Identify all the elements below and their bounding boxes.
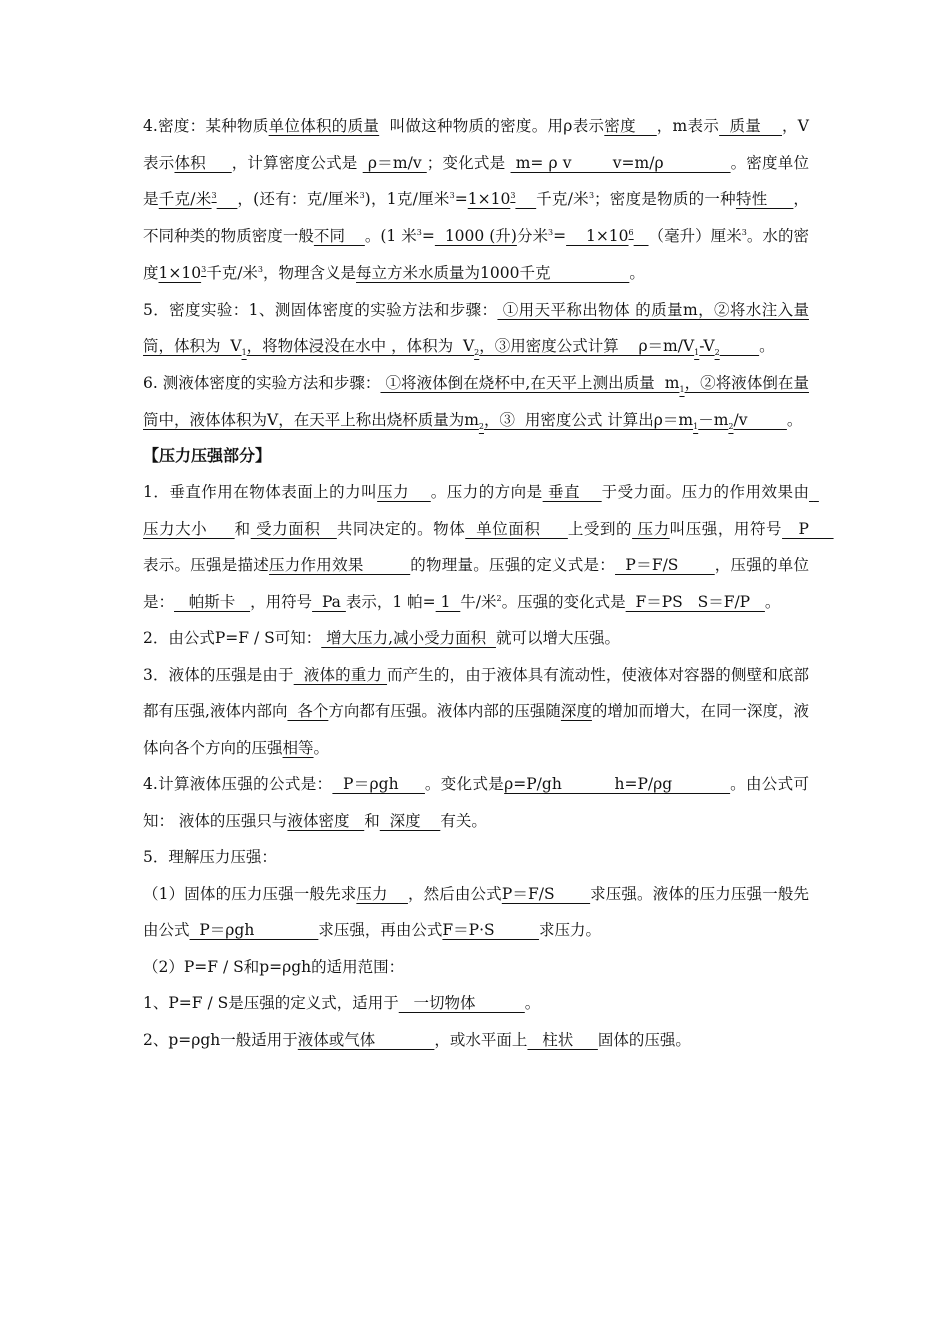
- text-run: 于受力面。压力的作用效果由: [601, 483, 809, 502]
- text-run: 1、P=F / S是压强的定义式，适用于: [143, 994, 399, 1013]
- text-run: 表示，1 帕=: [345, 592, 436, 611]
- answer-blank: 单位体积的质量: [268, 117, 380, 135]
- answer-blank: ，③ 用密度公式 计算出ρ＝m: [484, 410, 694, 429]
- definition-scope-line: [143, 985, 809, 1022]
- superscript: 2: [496, 593, 502, 603]
- answer-blank: 千克/米: [158, 190, 212, 209]
- text-run: 分米: [516, 227, 549, 246]
- superscript: 3: [416, 227, 422, 237]
- text-run: =: [553, 227, 567, 246]
- text-run: 方向都有压强。液体内部的压强随: [328, 702, 561, 721]
- text-run: 。由公式可知： 液体的压强只与: [143, 775, 809, 830]
- answer-blank: 深度: [379, 811, 441, 830]
- answer-blank: ①用天平称出物体 的质量m，②将水注入量筒，体积为 V: [143, 300, 809, 356]
- formula-scope-title: （2）P=F / S和p=ρgh的适用范围：: [143, 957, 405, 976]
- text-run: 5．密度实验：1、测固体密度的实验方法和步骤：: [143, 300, 498, 319]
- text-run: =: [454, 190, 468, 209]
- density-definition-paragraph: [143, 108, 814, 292]
- answer-blank: 单位面积: [465, 519, 568, 538]
- text-run: （1）固体的压力压强一般先求: [143, 884, 357, 903]
- increase-pressure-paragraph: [143, 620, 809, 657]
- answer-blank: 2: [714, 348, 720, 358]
- text-run: 表示。压强是描述: [143, 556, 270, 575]
- text-run: 4.密度：某种物质: [143, 117, 269, 135]
- understanding-title: 5．理解压力压强：: [143, 848, 277, 867]
- superscript: 3: [741, 227, 747, 237]
- text-run: 上受到的: [567, 519, 633, 538]
- text-run: 。: [764, 592, 781, 611]
- text-run: 千克/米: [206, 263, 258, 282]
- text-run: ，m表示: [656, 117, 720, 135]
- text-run: ，物理含义是: [263, 263, 357, 282]
- answer-blank: 压力: [377, 483, 431, 502]
- answer-blank: 各个: [287, 702, 329, 721]
- answer-blank: P＝ρgh: [332, 775, 425, 794]
- text-run: （毫升）厘米: [648, 227, 742, 246]
- text-run: 固体的压强。: [597, 1030, 691, 1049]
- text-run: 就可以增大压强。: [495, 629, 620, 648]
- text-run: 求压强，再由公式: [318, 921, 443, 940]
- answer-blank: [515, 190, 536, 208]
- text-run: ；密度是物质的一种: [594, 190, 736, 209]
- answer-blank: 1: [694, 348, 700, 358]
- answer-blank: 柱状: [527, 1030, 598, 1049]
- answer-blank: 特性: [735, 190, 794, 209]
- text-run: 6. 测液体密度的实验方法和步骤：: [143, 373, 381, 392]
- answer-blank: 1: [679, 385, 685, 395]
- answer-blank: 一切物体: [398, 994, 525, 1013]
- text-run: 。变化式是: [424, 775, 505, 794]
- answer-blank: Pa: [312, 592, 346, 611]
- text-run: =: [421, 227, 435, 246]
- text-run: 共同决定的。物体: [336, 519, 466, 538]
- text-run: 1．垂直作用在物体表面上的力叫: [143, 483, 378, 502]
- answer-blank: ，③用密度公式计算 ρ＝m/V: [479, 337, 695, 356]
- text-run: 和: [234, 519, 251, 538]
- answer-blank: 1: [693, 421, 699, 431]
- answer-blank: ρ=P/gh h=P/ρg: [504, 775, 731, 794]
- answer-blank: /v: [733, 410, 787, 429]
- text-run: 。: [524, 994, 541, 1013]
- answer-blank: 3: [510, 191, 516, 201]
- answer-blank: 体积: [174, 153, 232, 172]
- text-run: 的物理量。压强的定义式是：: [410, 556, 616, 575]
- text-run: 。: [313, 738, 330, 757]
- answer-blank: 1×10: [566, 227, 629, 246]
- answer-blank: F＝PS S＝F/P: [625, 592, 765, 611]
- liquid-formula-scope-line: [143, 1022, 809, 1059]
- answer-blank: ①将液体倒在烧杯中,在天平上测出质量 m: [380, 373, 680, 392]
- superscript: 3: [588, 191, 595, 201]
- liquid-pressure-cause-paragraph: [143, 657, 809, 767]
- answer-blank: m= ρ v v=m/ρ: [510, 153, 731, 172]
- answer-blank: 6: [628, 227, 634, 237]
- answer-blank: 每立方米水质量为1000千克: [356, 263, 630, 282]
- text-run: ；变化式是: [426, 153, 511, 172]
- text-run: 。: [629, 263, 645, 282]
- text-run: ，用符号: [250, 592, 313, 611]
- text-run: ，然后由公式: [407, 884, 502, 903]
- answer-blank: 3: [211, 191, 217, 201]
- answer-blank: 3: [201, 264, 207, 274]
- answer-blank: P＝F/S: [501, 884, 591, 903]
- answer-blank: 1: [435, 592, 461, 611]
- answer-blank: 液体的重力: [293, 665, 388, 684]
- liquid-pressure-formula-paragraph: [143, 766, 809, 839]
- answer-blank: 2: [728, 421, 734, 431]
- text-run: 。(1 米: [364, 227, 417, 246]
- text-run: 。: [759, 337, 775, 356]
- text-run: ，计算密度公式是: [231, 153, 363, 172]
- text-run: 2．由公式P=F / S可知：: [143, 629, 322, 648]
- text-run: 。压强的变化式是: [501, 592, 626, 611]
- answer-blank: 2: [474, 348, 480, 358]
- answer-blank: F＝P·S: [442, 921, 539, 940]
- superscript: 3: [548, 227, 554, 237]
- text-run: ，或水平面上: [434, 1030, 528, 1049]
- answer-blank: 垂直: [542, 483, 602, 502]
- text-run: ，压强的单位是：: [143, 556, 809, 611]
- answer-blank: 1×10: [467, 190, 511, 209]
- text-run: 2、p=ρgh一般适用于: [143, 1030, 298, 1049]
- text-run: 4.计算液体压强的公式是：: [143, 775, 333, 794]
- answer-blank: P＝F/S: [615, 556, 715, 575]
- answer-blank: 液体或气体: [297, 1030, 435, 1049]
- text-run: )，1克/厘米: [364, 190, 450, 209]
- text-run: ，不同种类的物质密度一般: [143, 190, 809, 246]
- text-run: 的增加而增大，在同一深度，液体向各个方向的压强: [143, 702, 809, 757]
- answer-blank: 不同: [313, 227, 365, 246]
- text-run: 。: [786, 410, 803, 429]
- answer-blank: 1: [241, 348, 247, 358]
- answer-blank: ，②将液体倒在量筒中，液体体积为V，在天平上称出烧杯质量为m: [143, 373, 809, 429]
- answer-blank: -V: [699, 337, 715, 356]
- answer-blank: P: [782, 519, 834, 538]
- pressure-section-heading: 【压力压强部分】: [143, 446, 272, 466]
- answer-blank: [634, 227, 649, 245]
- answer-blank: 密度: [604, 117, 657, 135]
- text-run: 千克/米: [536, 190, 589, 209]
- text-run: 3．液体的压强是由于: [143, 665, 294, 684]
- text-run: ，(还有：克/厘米: [237, 190, 360, 209]
- answer-blank: 2: [478, 421, 484, 431]
- answer-blank: 压力: [356, 884, 408, 903]
- answer-blank: 1×10: [158, 263, 202, 282]
- text-run: 叫做这种物质的密度。用ρ表示: [379, 117, 605, 135]
- text-run: 求压力。: [538, 921, 601, 940]
- answer-blank: 压力大小: [143, 483, 819, 538]
- pressure-definition-paragraph: [143, 474, 834, 620]
- answer-blank: 液体密度: [287, 811, 365, 830]
- superscript: 3: [359, 191, 365, 201]
- text-run: 。密度单位是: [143, 153, 809, 209]
- text-run: 和: [364, 811, 380, 830]
- answer-blank: 深度: [560, 702, 592, 721]
- answer-blank: 增大压力,减小受力面积: [321, 629, 496, 648]
- answer-blank: [720, 337, 759, 355]
- answer-blank: 压力: [632, 519, 670, 538]
- answer-blank: 质量: [719, 117, 783, 135]
- solid-density-experiment-paragraph: [143, 292, 809, 365]
- answer-blank: 帕斯卡: [174, 592, 251, 611]
- answer-blank: P＝ρgh: [189, 921, 319, 940]
- text-run: 叫压强，用符号: [669, 519, 783, 538]
- solid-liquid-method-paragraph: [143, 876, 809, 949]
- answer-blank: ρ＝m/v: [362, 153, 427, 172]
- text-run: 。水的密度: [143, 227, 809, 282]
- text-run: 有关。: [440, 811, 487, 830]
- text-run: ，V 表示: [143, 117, 814, 172]
- document-body: [143, 108, 834, 1058]
- answer-blank: 压力作用效果: [269, 556, 411, 575]
- text-run: 牛/米: [460, 592, 497, 611]
- answer-blank: ，将物体浸没在水中 ，体积为 V: [246, 337, 475, 356]
- text-run: 而产生的，由于液体具有流动性，使液体对容器的侧壁和底部都有压强,液体内部向: [143, 665, 809, 721]
- liquid-density-experiment-paragraph: [143, 365, 809, 438]
- answer-blank: [217, 190, 238, 208]
- answer-blank: 相等: [282, 738, 314, 757]
- superscript: 3: [257, 264, 264, 274]
- text-run: 求压强。液体的压力压强一般先由公式: [143, 884, 809, 940]
- answer-blank: 1000 (升): [434, 227, 517, 246]
- answer-blank: －m: [698, 410, 729, 429]
- text-run: 。压力的方向是: [430, 483, 543, 502]
- superscript: 3: [449, 191, 455, 201]
- answer-blank: 受力面积: [250, 519, 337, 538]
